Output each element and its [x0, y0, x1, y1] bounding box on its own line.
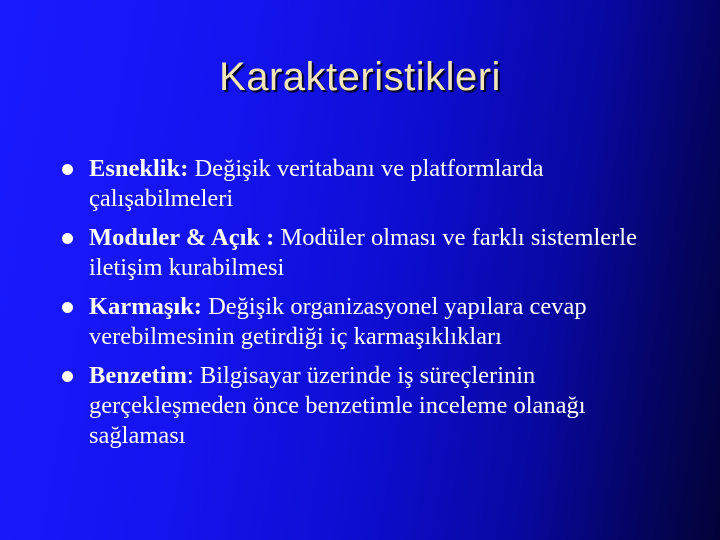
- bullet-item-benzetim: [62, 361, 662, 451]
- bullet-term: Esneklik:: [89, 155, 189, 182]
- bullet-text: : Bilgisayar üzerinde iş süreçlerinin gerçekleşmeden önce benzetimle inceleme olanağı sağlaması: [89, 362, 586, 449]
- bullet-dot-icon: [62, 371, 73, 382]
- bullet-dot-icon: [62, 233, 73, 244]
- bullet-text: Değişik organizasyonel yapılara cevap verebilmesinin getirdiği iç karmaşıklıkları: [89, 293, 587, 350]
- bullet-term: Karmaşık:: [89, 293, 202, 320]
- slide-title: Karakteristikleri: [219, 55, 501, 99]
- bullet-text: Değişik veritabanı ve platformlarda çalışabilmeleri: [89, 155, 544, 212]
- bullet-dot-icon: [62, 302, 73, 313]
- bullet-term: Moduler & Açık :: [89, 224, 275, 251]
- bullet-item-esneklik: [62, 154, 662, 214]
- bullet-term: Benzetim: [89, 362, 187, 389]
- bullet-list: [62, 154, 662, 460]
- bullet-text: Modüler olması ve farklı sistemlerle iletişim kurabilmesi: [89, 224, 637, 281]
- bullet-item-karmasik: [62, 292, 662, 352]
- bullet-item-moduler-acik: [62, 223, 662, 283]
- bullet-dot-icon: [62, 164, 73, 175]
